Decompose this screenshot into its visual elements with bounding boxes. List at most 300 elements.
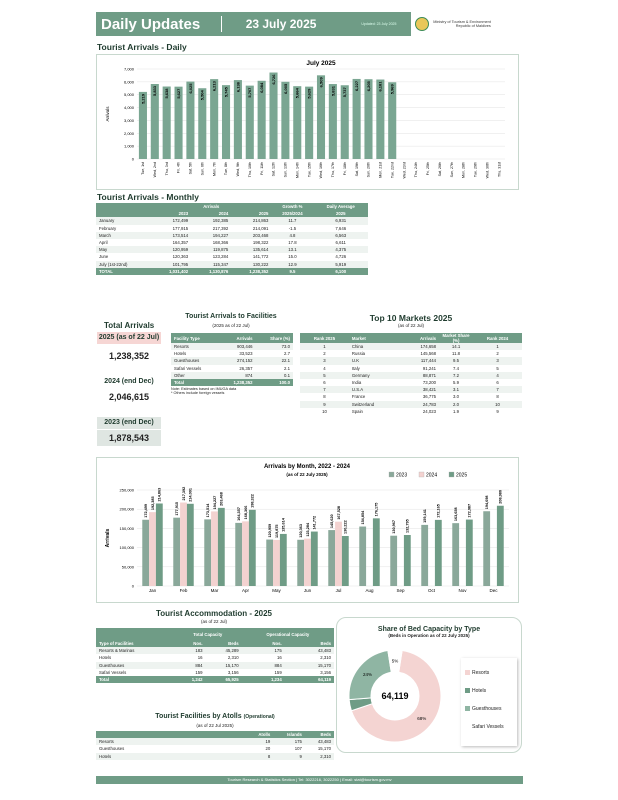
table-cell: 17.8 xyxy=(288,240,297,246)
table-cell: 10 xyxy=(473,401,522,408)
bar-2023 xyxy=(266,540,273,586)
table-cell: 214,863 xyxy=(231,217,271,224)
legend-label: 2024 xyxy=(426,472,438,479)
table-cell: India xyxy=(351,380,362,386)
accommodation-table xyxy=(96,628,334,683)
table-cell: 192,385 xyxy=(191,217,231,224)
facilities-subtitle: (2025 as of 22 Jul) xyxy=(212,323,250,328)
total-2025-label: 2025 (as of 22 Jul) xyxy=(97,332,161,344)
table-cell: 9.5 xyxy=(271,268,313,275)
accommodation-total-row xyxy=(96,676,334,683)
y-tick-label: 200,000 xyxy=(119,506,134,512)
bar-2025 xyxy=(280,534,287,586)
y-tick-label: 50,000 xyxy=(121,564,134,570)
table-cell: 11.7 xyxy=(271,217,313,224)
y-tick-label: 150,000 xyxy=(119,525,134,531)
y-axis-label: Arrivals xyxy=(105,528,111,548)
data-label: 163,658 xyxy=(454,507,459,522)
data-label: 198,322 xyxy=(250,494,255,508)
table-cell: 16 xyxy=(197,655,203,661)
x-tick-label: Tue, 29th xyxy=(473,162,478,178)
data-label: 6,227 xyxy=(354,80,360,91)
x-tick-label: Fri, 11th xyxy=(259,162,264,175)
table-cell: 5.9 xyxy=(453,380,460,386)
table-cell: Hotels xyxy=(99,655,112,661)
table-cell: TOTAL xyxy=(96,268,151,275)
x-tick-label: Wed, 16th xyxy=(319,162,324,179)
bar-2023 xyxy=(204,519,211,586)
table-cell: 33,523 xyxy=(239,351,253,357)
bed-capacity-donut xyxy=(339,644,461,752)
table-cell: 36,775 xyxy=(422,394,437,400)
table-cell: 16 xyxy=(276,655,282,661)
table-cell: 174,658 xyxy=(400,343,440,350)
monthly-row xyxy=(96,217,368,224)
table-cell: January xyxy=(96,217,151,224)
facilities-table xyxy=(171,333,293,386)
report-date: 23 July 2025 xyxy=(245,17,317,31)
table-cell: Resorts & Marinas xyxy=(96,647,174,654)
table-header: Nos. xyxy=(193,641,203,647)
facility-row xyxy=(171,372,293,379)
bar-2025 xyxy=(497,506,504,586)
data-label: 203,468 xyxy=(219,492,224,506)
table-cell: 1,130,876 xyxy=(191,268,231,275)
table-cell: 2.1 xyxy=(284,365,290,371)
market-row xyxy=(300,343,522,350)
updated-note: Updated: 23 July 2025 xyxy=(361,22,397,26)
table-cell: 7 xyxy=(473,386,522,393)
table-cell: 107 xyxy=(294,746,302,752)
bar-2025 xyxy=(218,508,225,586)
header-bar xyxy=(96,12,523,36)
table-cell: 24,783 xyxy=(400,401,440,408)
total-2023-label: 2023 (end Dec) xyxy=(97,417,161,429)
table-cell: 115,347 xyxy=(191,261,231,268)
table-cell: Hotels xyxy=(174,351,187,357)
atolls-title-suffix: (Operational) xyxy=(243,714,275,720)
data-label: 120,363 xyxy=(299,524,304,538)
table-cell: 2 xyxy=(496,351,499,357)
table-cell: 15.0 xyxy=(288,254,297,260)
monthly-col: 2025 xyxy=(258,211,269,217)
table-cell: 5 xyxy=(496,365,499,371)
x-tick-label: Wed, 2nd xyxy=(153,162,158,178)
table-cell: 7.2 xyxy=(439,372,473,379)
x-tick-label: Mar xyxy=(210,588,219,593)
bar-2023 xyxy=(421,525,428,586)
monthly-row xyxy=(96,261,368,268)
table-cell: 73,200 xyxy=(422,380,437,386)
table-cell: 120,959 xyxy=(151,246,191,253)
data-label: 172,165 xyxy=(436,504,441,518)
x-tick-label: Sat, 12th xyxy=(271,162,276,177)
monthly-chart-panel xyxy=(96,457,519,603)
x-tick-label: Fri, 18th xyxy=(342,162,347,176)
table-header: Beds xyxy=(228,641,239,647)
data-label: 6,205 xyxy=(365,81,371,92)
data-label: 6,181 xyxy=(377,81,383,92)
table-cell: 0.1 xyxy=(256,372,293,379)
table-cell: July (1st-22nd) xyxy=(96,261,151,268)
x-tick-label: Sun, 6th xyxy=(200,162,205,176)
state-emblem-icon xyxy=(415,17,429,31)
data-label: 194,227 xyxy=(212,495,217,510)
table-cell: Resorts xyxy=(96,738,246,745)
monthly-total-row xyxy=(96,268,368,275)
table-cell: 8 xyxy=(323,394,326,400)
table-cell: Germany xyxy=(349,372,400,379)
atoll-row xyxy=(96,753,334,760)
table-cell: 117,444 xyxy=(400,357,440,364)
table-cell: 4,375 xyxy=(313,246,368,253)
bar-2025 xyxy=(435,520,442,586)
legend-item-resorts xyxy=(465,670,517,676)
bar-2024 xyxy=(149,512,156,586)
table-cell: 2,310 xyxy=(320,655,331,661)
facility-row xyxy=(171,343,293,350)
pie-legend xyxy=(461,658,517,746)
monthly-col: 2025/2024 xyxy=(282,211,303,217)
facilities-rows xyxy=(171,343,293,379)
y-tick-label: 3,000 xyxy=(123,117,134,123)
pie-title: Share of Bed Capacity by Type xyxy=(377,626,481,633)
table-cell: 101,795 xyxy=(151,261,191,268)
x-tick-label: Thu, 17th xyxy=(331,162,336,178)
market-row xyxy=(300,357,522,364)
y-tick-label: 1,000 xyxy=(123,143,134,149)
data-label: 167,528 xyxy=(336,505,341,520)
y-tick-label: 0 xyxy=(131,156,134,162)
monthly-section-title: Tourist Arrivals - Monthly xyxy=(97,192,200,202)
total-2025-value: 1,238,352 xyxy=(108,351,150,361)
ministry-country: Republic of Maldives xyxy=(455,24,491,28)
x-tick-label: Sat, 5th xyxy=(188,162,193,175)
legend-label: Safari Vessels xyxy=(472,724,504,730)
table-cell: 141,772 xyxy=(252,254,269,260)
x-tick-label: Tue, 8th xyxy=(224,162,229,176)
table-cell: 274,152 xyxy=(219,357,255,364)
slice-label: 24% xyxy=(363,671,373,677)
table-cell: 2,310 xyxy=(305,753,334,760)
table-cell: 145,568 xyxy=(420,351,437,357)
data-label: 6,726 xyxy=(270,74,276,85)
table-cell: 3 xyxy=(300,357,349,364)
market-row xyxy=(300,408,522,415)
x-tick-label: Fri, 4th xyxy=(176,162,181,174)
table-cell: 198,322 xyxy=(252,240,269,246)
table-cell: 884 xyxy=(242,662,285,669)
legend-swatch xyxy=(465,724,470,729)
table-header: Nos. xyxy=(272,641,282,647)
table-header: Atolls xyxy=(258,732,271,738)
facility-row xyxy=(171,365,293,372)
monthly-row xyxy=(96,239,368,246)
data-label: 5,833 xyxy=(152,86,158,97)
table-cell: Safari Vessels xyxy=(99,669,127,675)
data-label: 5,745 xyxy=(223,87,229,98)
monthly-head-blank xyxy=(96,203,151,210)
table-cell: 175 xyxy=(273,738,305,745)
x-tick-label: Oct xyxy=(427,588,436,593)
data-label: 214,863 xyxy=(157,487,162,502)
bar-2023 xyxy=(483,511,490,586)
table-cell: U.K xyxy=(349,357,400,364)
monthly-head-growth: Growth % xyxy=(282,204,303,210)
table-cell: 7 xyxy=(300,386,349,393)
table-cell: 4.8 xyxy=(271,232,313,239)
x-tick-label: Mon, 21st xyxy=(378,162,383,178)
y-tick-label: 5,000 xyxy=(123,92,134,98)
table-cell: 6,100 xyxy=(313,268,368,275)
bar-2025 xyxy=(466,520,473,586)
legend-item-hotels xyxy=(465,688,517,694)
atoll-row xyxy=(96,745,334,752)
data-label: 192,385 xyxy=(150,496,155,511)
total-2023-value: 1,878,543 xyxy=(97,430,161,446)
monthly-table-wrap xyxy=(96,203,368,275)
x-tick-label: Aug xyxy=(365,588,374,593)
legend-item-guesthouses xyxy=(465,706,517,712)
bar-2023 xyxy=(328,530,335,586)
table-cell: 88,871 xyxy=(400,372,440,379)
table-cell: Switzerland xyxy=(349,401,400,408)
data-label: 5,831 xyxy=(330,86,336,97)
table-cell: 6,611 xyxy=(335,240,346,246)
ministry-name: Ministry of Tourism & Environment xyxy=(433,20,491,24)
table-cell: 119,875 xyxy=(191,246,231,253)
daily-arrivals-chart xyxy=(97,55,518,189)
table-cell: 65,925 xyxy=(206,676,242,683)
arrivals-by-month-chart xyxy=(97,458,518,602)
accommodation-rows xyxy=(96,647,334,676)
atolls-subtitle: (as of 22 Jul 2025) xyxy=(196,723,234,728)
table-cell: 159 xyxy=(195,669,203,675)
x-tick-label: Sep xyxy=(396,588,405,593)
accommodation-table-wrap xyxy=(96,628,334,683)
data-label: 120,959 xyxy=(268,523,273,538)
bar-2023 xyxy=(452,523,459,586)
market-row xyxy=(300,393,522,400)
x-tick-label: Thu, 24th xyxy=(414,162,419,178)
data-label: 172,499 xyxy=(144,504,149,518)
table-cell: 2,310 xyxy=(227,655,239,661)
x-tick-label: Fri, 25th xyxy=(426,162,431,176)
table-cell: 173,514 xyxy=(151,232,191,239)
page-title: Daily Updates xyxy=(101,15,201,33)
table-header: Type of Facilities xyxy=(99,641,134,647)
table-cell: 135,614 xyxy=(231,246,271,253)
table-cell: 5 xyxy=(300,372,349,379)
data-label: 177,915 xyxy=(175,501,180,516)
table-cell: 130,222 xyxy=(231,261,271,268)
accommodation-title: Tourist Accommodation - 2025 xyxy=(155,609,273,618)
table-cell: 100.0 xyxy=(256,379,293,386)
table-cell: 874 xyxy=(219,372,255,379)
monthly-row xyxy=(96,246,368,253)
y-tick-label: 6,000 xyxy=(123,79,134,85)
monthly-rows xyxy=(96,217,368,267)
table-cell: 1 xyxy=(300,343,349,350)
data-label: 6,138 xyxy=(235,82,241,93)
table-cell: June xyxy=(99,254,109,260)
pie-subtitle: (Beds in Operation as of 22 July 2025) xyxy=(388,633,470,638)
data-label: 5,707 xyxy=(247,87,253,98)
table-cell: 14.1 xyxy=(439,343,473,350)
table-header: Islands xyxy=(287,732,302,738)
table-cell: 183 xyxy=(174,647,206,654)
x-tick-label: Dec xyxy=(489,588,498,593)
data-label: 145,620 xyxy=(330,514,335,529)
bar-2024 xyxy=(273,540,280,586)
table-header: Facility Type xyxy=(174,335,200,341)
bar-2024 xyxy=(304,539,311,586)
table-cell: 13.1 xyxy=(271,246,313,253)
data-label: 208,980 xyxy=(498,490,503,504)
bar-2025 xyxy=(404,535,411,586)
table-cell: 3,156 xyxy=(227,669,239,675)
bar-2024 xyxy=(180,503,187,586)
x-tick-label: Thu, 3rd xyxy=(164,162,169,176)
table-header-blank xyxy=(96,628,174,640)
legend-label: 2023 xyxy=(396,472,408,479)
monthly-col: 2024 xyxy=(218,211,229,217)
atolls-title: Tourist Facilities by Atolls xyxy=(155,713,242,720)
data-label: 130,222 xyxy=(343,520,348,534)
legend-label: Guesthouses xyxy=(472,706,502,712)
data-label: 168,366 xyxy=(243,505,248,520)
y-axis-label: Arrivals xyxy=(105,106,110,122)
data-label: 5,627 xyxy=(175,88,181,99)
table-cell: Safari Vessels xyxy=(174,365,202,371)
y-tick-label: 4,000 xyxy=(123,105,134,111)
table-cell: Resorts xyxy=(171,343,219,350)
bar-2023 xyxy=(235,523,242,586)
table-cell: Other xyxy=(171,372,219,379)
x-tick-label: Sun, 20th xyxy=(366,162,371,178)
x-tick-label: Mon, 14th xyxy=(295,162,300,178)
table-cell: 15,170 xyxy=(317,746,331,752)
table-cell: April xyxy=(99,240,108,246)
table-header: Beds xyxy=(320,732,331,738)
table-header: Rank 2024 xyxy=(486,335,509,341)
table-cell: 8 xyxy=(246,753,273,760)
table-cell: 123,284 xyxy=(212,254,229,260)
markets-title: Top 10 Markets 2025 xyxy=(369,313,453,323)
x-tick-label: Sat, 19th xyxy=(354,162,359,177)
data-label: 132,795 xyxy=(405,519,410,534)
table-cell: March xyxy=(96,232,151,239)
legend-label: 2025 xyxy=(456,472,468,479)
table-cell: 3 xyxy=(473,357,522,364)
table-cell: Guesthouses xyxy=(99,746,125,752)
table-cell: 4 xyxy=(473,372,522,379)
market-row xyxy=(300,365,522,372)
table-cell: Guesthouses xyxy=(171,357,219,364)
total-2024-label: 2024 (end Dec) xyxy=(104,378,154,385)
monthly-col: 2023 xyxy=(178,211,189,217)
daily-chart-panel xyxy=(96,54,519,190)
accommodation-row xyxy=(96,662,334,669)
data-label: 172,987 xyxy=(467,503,472,518)
bar-2023 xyxy=(297,540,304,586)
table-cell: 1,031,402 xyxy=(151,268,191,275)
table-cell: 175 xyxy=(242,647,285,654)
chart-subtitle: (as of 22 July 2025) xyxy=(286,472,328,477)
table-cell: 38,421 xyxy=(400,386,440,393)
table-cell: 5,919 xyxy=(313,261,368,268)
bar-2025 xyxy=(249,510,256,586)
slice-label: 5% xyxy=(391,658,399,664)
market-row xyxy=(300,372,522,379)
table-cell: 194,227 xyxy=(191,232,231,239)
x-tick-label: Jan xyxy=(148,588,157,593)
table-cell: 12.9 xyxy=(271,261,313,268)
table-cell: U.S.A xyxy=(349,386,400,393)
bar-2023 xyxy=(390,536,397,586)
atolls-title-wrap xyxy=(96,713,334,720)
data-label: 164,357 xyxy=(237,507,242,521)
data-label: 6,025 xyxy=(187,83,193,94)
table-cell: 43,483 xyxy=(305,738,334,745)
table-cell: 1,242 xyxy=(174,676,206,683)
bar-2023 xyxy=(142,520,149,586)
monthly-row xyxy=(96,232,368,239)
data-label: 214,091 xyxy=(188,488,193,502)
table-cell: 214,091 xyxy=(252,225,269,231)
bar-2024 xyxy=(211,511,218,586)
x-tick-label: Jun xyxy=(303,588,312,593)
table-header: Arrivals xyxy=(420,335,437,341)
data-label: 5,219 xyxy=(140,93,146,104)
table-header: Arrivals xyxy=(236,335,253,341)
market-row xyxy=(300,350,522,357)
x-tick-label: Tue, 1st xyxy=(141,162,146,175)
table-cell: 9 xyxy=(273,753,305,760)
x-tick-label: Thu, 10th xyxy=(247,162,252,178)
y-tick-label: 250,000 xyxy=(119,487,134,493)
monthly-head-arrivals: Arrivals xyxy=(203,204,220,210)
table-header: Market xyxy=(351,335,366,341)
data-label: 217,392 xyxy=(181,486,186,501)
data-label: 154,854 xyxy=(361,510,366,525)
total-2024-value: 2,046,615 xyxy=(108,392,150,402)
data-label: 6,005 xyxy=(282,83,288,94)
legend-label: Resorts xyxy=(472,670,490,676)
bar-2023 xyxy=(359,527,366,586)
table-header-group: Operational Capacity xyxy=(266,631,310,637)
x-tick-label: Tue, 15th xyxy=(307,162,312,178)
table-cell: May xyxy=(96,246,151,253)
x-tick-label: Feb xyxy=(179,588,188,593)
x-tick-label: Thu, 31st xyxy=(497,162,502,177)
footer-bar: Tourism Research & Statistics Section | Tel: 3022216, 3022250 | Email: stat@tourism.gov.mv xyxy=(96,776,523,784)
table-cell: 8 xyxy=(496,394,499,400)
table-cell: Hotels xyxy=(96,753,246,760)
markets-table-wrap xyxy=(300,333,522,415)
markets-table xyxy=(300,333,522,415)
y-tick-label: 7,000 xyxy=(123,66,134,72)
bar-2024 xyxy=(335,522,342,586)
total-arrivals-title: Total Arrivals xyxy=(104,321,155,330)
table-cell: 1.9 xyxy=(453,408,460,414)
legend-item-safari xyxy=(465,724,517,730)
monthly-row xyxy=(96,225,368,232)
table-cell: 3.1 xyxy=(439,386,473,393)
atolls-table-wrap xyxy=(96,731,334,760)
data-label: 176,175 xyxy=(374,502,379,517)
table-header: Market Share (%) xyxy=(442,333,470,343)
